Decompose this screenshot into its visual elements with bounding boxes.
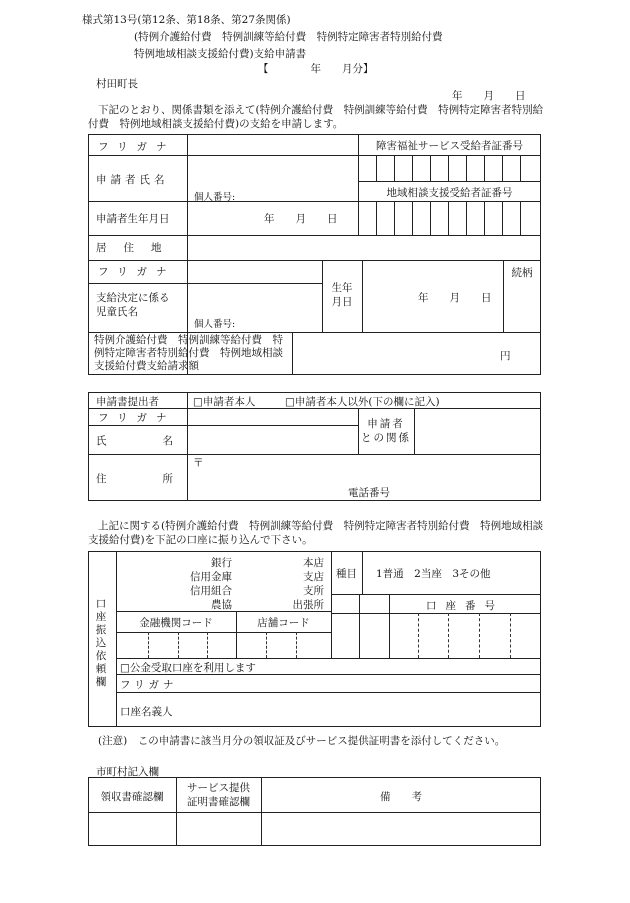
public-account-checkbox[interactable]: □公金受取口座を利用します	[120, 662, 256, 674]
child-birth-value: 年 月 日	[418, 292, 492, 304]
account-type-options: 1普通 2当座 3その他	[376, 568, 491, 580]
furigana-label: フリガナ	[98, 141, 176, 153]
period-label: 【 年 月分】	[258, 63, 374, 75]
branch-type-1: 本店	[303, 557, 324, 569]
submitter-furigana-label: フリガナ	[98, 412, 176, 424]
personal-number-label: 個人番号:	[194, 192, 236, 203]
postal-mark: 〒	[193, 457, 204, 469]
bank-type-1: 銀行	[211, 557, 232, 569]
applicant-name-label: 申請者氏名	[96, 174, 169, 186]
yen-unit: 円	[500, 350, 511, 362]
option-other-person[interactable]: □申請者本人以外(下の欄に記入)	[285, 396, 440, 408]
form-subtitle-line1: (特例介護給付費 特例訓練等給付費 特例特定障害者特別給付費	[134, 31, 443, 43]
account-number-label: 口座番号	[426, 600, 504, 612]
holder-furigana-label: フリガナ	[120, 679, 178, 691]
amount-label: 特例介護給付費 特例訓練等給付費 特例特定障害者特別給付費 特例地域相談支援給付費支給請求額	[94, 334, 283, 372]
receipt-check-label: 領収書確認欄	[100, 791, 164, 803]
option-applicant-self[interactable]: □申請者本人	[193, 396, 256, 408]
branch-type-3: 支所	[303, 585, 324, 597]
intro-text: 下記のとおり、関係書類を添えて(特例介護給付費 特例訓練等給付費 特例特定障害者特別給付費 特例地域相談支援給付費)の支給を申請します。	[88, 104, 544, 130]
bank-type-3: 信用組合	[190, 585, 232, 597]
office-use-title: 市町村記入欄	[96, 766, 159, 778]
transfer-side-label: 口座振込依頼欄	[95, 598, 107, 688]
account-type-label: 種目	[336, 568, 357, 580]
bank-type-4: 農協	[211, 599, 232, 611]
relation-label: 続柄	[511, 267, 533, 279]
phone-label: 電話番号	[348, 487, 390, 499]
addressee: 村田町長	[96, 78, 138, 90]
form-number: 様式第13号(第12条、第18条、第27条関係)	[82, 14, 291, 26]
residence-label: 居住地	[96, 242, 179, 254]
submitter-address-label: 住所	[96, 473, 229, 485]
branch-type-2: 支店	[303, 571, 324, 583]
relationship-label: 申請者 との関係	[361, 418, 411, 444]
application-date: 年 月 日	[452, 90, 526, 102]
child-name-label: 支給決定に係る 児童氏名	[96, 292, 170, 318]
branch-code-label: 店舗コード	[257, 617, 310, 629]
birthdate-label: 申請者生年月日	[96, 213, 170, 225]
submitter-name-label: 氏名	[96, 435, 229, 447]
child-furigana-label: フリガナ	[98, 266, 176, 278]
birthdate-value: 年 月 日	[264, 213, 338, 225]
transfer-intro-text: 上記に関する(特例介護給付費 特例訓練等給付費 特例特定障害者特別給付費 特例地域相談支援給付費)を下記の口座に振り込んで下さい。	[88, 520, 544, 546]
service-check-label: サービス提供 証明書確認欄	[187, 782, 250, 808]
account-holder-label: 口座名義人	[120, 706, 173, 718]
child-birth-label: 生年 月日	[331, 282, 353, 308]
certificate-number-label: 障害福祉サービス受給者証番号	[376, 140, 523, 152]
bank-code-label: 金融機関コード	[139, 617, 213, 629]
submitter-label: 申請書提出者	[96, 396, 159, 408]
bank-type-2: 信用金庫	[190, 571, 232, 583]
remarks-label: 備 考	[380, 791, 422, 803]
form-subtitle-line2: 特例地域相談支援給付費)支給申請書	[134, 48, 307, 60]
attention-note: (注意) この申請書に該当月分の領収証及びサービス提供証明書を添付してください。	[98, 735, 506, 747]
branch-type-4: 出張所	[292, 599, 324, 611]
child-personal-number-label: 個人番号:	[194, 319, 236, 330]
regional-certificate-label: 地域相談支援受給者証番号	[386, 187, 513, 199]
